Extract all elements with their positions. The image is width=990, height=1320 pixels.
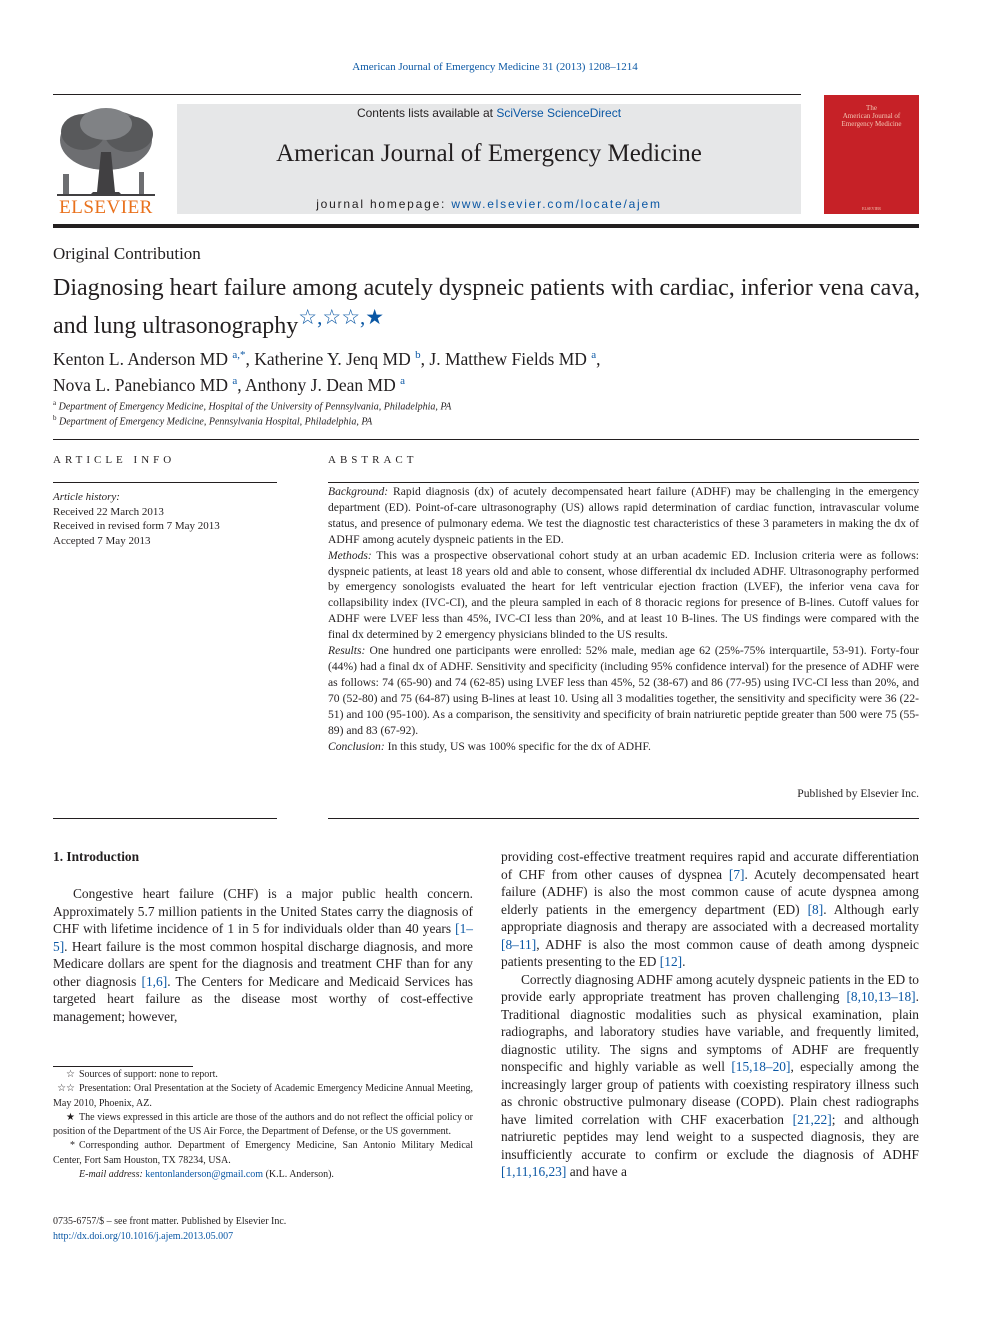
reference-link[interactable]: [12]: [659, 954, 683, 969]
abstract-text: Rapid diagnosis (dx) of acutely decompensated heart failure (ADHF) may be challenging in the emergency department (ED). Point-of-care ultrasonography (US) allows rapid determination of cardiac function, intravascular volume status, and presence of pulmonary edema. We test the diagnostic test characteristics of these 3 parameters in making the dx of ADHF among acutely dyspneic patients in the ED.: [328, 485, 919, 546]
email-suffix: (K.L. Anderson).: [263, 1169, 334, 1181]
author-name: Anthony J. Dean MD: [245, 375, 396, 395]
author-separator: ,: [420, 349, 430, 369]
body-column-right: [501, 848, 919, 1181]
body-text: . The Centers for Medicare and Medicaid Services has targeted heart failure as the disease most worthy of cost-effective management; however,: [53, 973, 473, 1024]
abstract-label: Background:: [328, 485, 389, 498]
affiliation: [53, 414, 372, 427]
header-thick-rule: [53, 224, 919, 228]
affiliation-text: Department of Emergency Medicine, Hospital of the University of Pennsylvania, Philadelphia, PA: [58, 401, 452, 413]
cover-title: [826, 104, 917, 128]
footnote-mark: *: [70, 1140, 75, 1152]
body-text: Congestive heart failure (CHF) is a major public health concern. Approximately 5.7 million patients in the United States carry the diagnosis of CHF with lifetime incidence of 1 in 5 for individuals older than 40 years: [53, 886, 473, 936]
author-name: Nova L. Panebianco MD: [53, 375, 228, 395]
email-link[interactable]: kentonlanderson@gmail.com: [145, 1169, 264, 1181]
homepage-prefix: journal homepage:: [316, 197, 452, 211]
abstract-body: [328, 484, 919, 754]
body-text: Correctly diagnosing ADHF among acutely dyspneic patients in the ED to provide early appropriate treatment has proven challenging: [501, 971, 919, 1004]
contents-line: [177, 106, 801, 120]
journal-title: American Journal of Emergency Medicine: [276, 140, 702, 167]
section-heading: 1. Introduction: [53, 849, 140, 864]
abstract-text: One hundred one participants were enrolled: 52% male, median age 62 (25%-75% interquartile, 53-91). Forty-four (44%) had a final dx of ADHF. Sensitivity and specificity (including 95% confidence interval) for the presence of ADHF were as follows: 74 (65-90) and 74 (62-85) using LVEF less than 45%, 52 (38-67) and 86 (77-95) using IVC-CI less than 20%, and 70 (52-80) and 75 (64-87) using B-lines at least 10. Using all 3 modalities together, the sensitivity and specificity were 36 (22-51) and 100 (95-100). As a comparison, the sensitivity and specificity of brain natriuretic peptide greater than 500 were 75 (55-89) and 83 (67-92).: [328, 644, 919, 737]
abstract-heading: ABSTRACT: [328, 454, 418, 466]
footnotes: [53, 1068, 473, 1182]
footnote-text: Corresponding author. Department of Emergency Medicine, San Antonio Military Medical Center, Fort Sam Houston, TX 78234, USA.: [53, 1140, 473, 1166]
author-affiliation-mark[interactable]: a: [232, 375, 238, 387]
cover-line: American Journal of: [842, 112, 901, 120]
author-affiliation-mark[interactable]: b: [415, 349, 421, 361]
affiliation: [53, 399, 451, 412]
abstract-background: [328, 484, 919, 548]
accepted-date: Accepted 7 May 2013: [53, 534, 151, 547]
divider: [328, 482, 919, 483]
reference-link[interactable]: [1,11,16,23]: [501, 1164, 567, 1179]
author-separator: ,: [596, 349, 601, 369]
article-history: [53, 490, 277, 548]
reference-link[interactable]: [8,10,13–18]: [846, 989, 916, 1004]
abstract-label: Methods:: [328, 548, 372, 562]
footnote-mark: ☆☆: [57, 1083, 75, 1095]
section-type: Original Contribution: [53, 244, 201, 263]
body-text: providing cost-effective treatment requires rapid and accurate differentiation of CHF from other causes of dyspnea: [501, 849, 919, 882]
affiliation-text: Department of Emergency Medicine, Pennsylvania Hospital, Philadelphia, PA: [59, 416, 373, 428]
body-text: . Acutely decompensated heart failure (ADHF) is also the most common cause of acute dyspnea among elderly patients in the emergency department (ED): [501, 866, 919, 917]
footnote-mark: ☆: [66, 1069, 75, 1080]
reference-link[interactable]: [8]: [807, 901, 824, 917]
author-list: [53, 344, 923, 396]
homepage-line: [177, 197, 801, 211]
cover-footer: ELSEVIER: [862, 206, 881, 211]
footnote: [53, 1111, 473, 1140]
body-text: . Heart failure is the most common hospital discharge diagnosis, and more Medicare dollars are spent for the diagnosis and treatment CHF than for any other diagnosis: [53, 938, 473, 989]
email-footnote: [53, 1168, 473, 1182]
footnote-text: The views expressed in this article are those of the authors and do not reflect the official policy or position of the Department of the US Air Force, the Department of Defense, or the US government.: [53, 1111, 473, 1138]
sciencedirect-link[interactable]: SciVerse ScienceDirect: [496, 106, 622, 120]
author-name: Katherine Y. Jenq MD: [254, 349, 411, 369]
body-text: . Traditional diagnostic modalities such as physical examination, plain radiographs, and laboratory studies have variable, and frequently limited, diagnostic utility. The signs and symptoms of ADHF are frequently nonspecific and highly variable as well: [501, 989, 919, 1074]
received-date: Received 22 March 2013: [53, 505, 164, 518]
affiliation-mark: a: [53, 399, 57, 407]
divider: [53, 439, 919, 440]
published-by: Published by Elsevier Inc.: [797, 787, 919, 800]
abstract-label: Results:: [328, 644, 366, 658]
divider: [53, 818, 277, 819]
revised-date: Received in revised form 7 May 2013: [53, 520, 220, 532]
body-text: , especially among the increasingly larger group of patients with coexisting respiratory illness such as chronic obstructive pulmonary disease (COPD). Plain chest radiographs have limited correlation with CHF exacerbation: [501, 1059, 919, 1127]
author-separator: ,: [237, 375, 246, 395]
footnote: [53, 1082, 473, 1111]
author-separator: ,: [245, 349, 255, 369]
abstract-methods: [328, 548, 919, 643]
body-text: ; and although natriuretic peptides may lend weight to a suspected diagnosis, they are insufficiently accurate to confirm or exclude the diagnosis of ADHF: [501, 1111, 919, 1162]
issn-block: [53, 1215, 286, 1244]
header-rule: [53, 94, 801, 95]
publisher-logo-text: ELSEVIER: [59, 197, 153, 218]
footnote: [53, 1139, 473, 1168]
body-text: , ADHF is also the most common cause of death among dyspneic patients presenting to the ED: [501, 936, 919, 969]
reference-link[interactable]: [7]: [728, 866, 745, 882]
footnote-text: Presentation: Oral Presentation at the Society of Academic Emergency Medicine Annual Meeting, May 2010, Phoenix, AZ.: [53, 1083, 473, 1109]
reference-link[interactable]: [1–5]: [53, 921, 473, 954]
divider: [53, 482, 277, 483]
body-column-left: [53, 885, 473, 1025]
author-name: J. Matthew Fields MD: [429, 349, 587, 369]
body-text: . Although early appropriate diagnosis and therapy are associated with a decreased mortality: [501, 901, 919, 934]
affiliation-mark: b: [53, 414, 57, 422]
article-title-text: Diagnosing heart failure among acutely dyspneic patients with cardiac, inferior vena cava, and lung ultrasonography: [53, 275, 920, 339]
body-text: .: [682, 954, 686, 969]
reference-link[interactable]: [15,18–20]: [731, 1059, 791, 1074]
history-label: Article history:: [53, 491, 120, 503]
email-label: E-mail address:: [79, 1169, 143, 1181]
author-affiliation-mark[interactable]: a: [400, 375, 405, 387]
author-name: Kenton L. Anderson MD: [53, 349, 228, 369]
homepage-link[interactable]: www.elsevier.com/locate/ajem: [451, 197, 662, 211]
abstract-conclusion: [328, 739, 919, 755]
body-paragraph: [501, 971, 919, 1181]
footnote-mark: ★: [66, 1111, 75, 1123]
footnote: [53, 1068, 473, 1082]
author-affiliation-mark[interactable]: a: [591, 349, 597, 361]
author-affiliation-mark[interactable]: a,*: [232, 349, 246, 361]
reference-link[interactable]: [1,6]: [141, 973, 168, 989]
body-paragraph: [53, 885, 473, 1025]
reference-link[interactable]: [21,22]: [792, 1111, 832, 1127]
body-text: and have a: [566, 1164, 627, 1179]
journal-citation[interactable]: American Journal of Emergency Medicine 31 (2013) 1208–1214: [352, 61, 638, 73]
contents-prefix: Contents lists available at: [356, 106, 497, 120]
cover-line: The: [866, 104, 877, 112]
cover-line: Emergency Medicine: [841, 120, 902, 128]
reference-link[interactable]: [8–11]: [501, 936, 537, 952]
body-paragraph: [501, 848, 919, 971]
doi-link[interactable]: http://dx.doi.org/10.1016/j.ajem.2013.05.007: [53, 1230, 234, 1242]
abstract-text: In this study, US was 100% specific for the dx of ADHF.: [387, 739, 651, 753]
article-title: [53, 274, 923, 341]
article-info-heading: ARTICLE INFO: [53, 454, 176, 466]
abstract-text: This was a prospective observational cohort study at an urban academic ED. Inclusion criteria were as follows: dyspneic patients, at least 18 years old and able to consent, whose differential dx included ADHF. Ultrasonography performed by emergency sonologists evaluated the heart for left ventricular ejection fraction (LVEF), the inferior vena cava for collapsibility index (IVC-CI), and the pleura sampled in each of 8 thoracic regions for presence of B-lines. Cutoff values for ADHF were LVEF less than 45%, IVC-CI less than 20%, and at least 10 B-lines. The US findings were compared with the final dx determined by 2 emergency physicians blinded to the US results.: [328, 548, 919, 642]
issn-line: 0735-6757/$ – see front matter. Published by Elsevier Inc.: [53, 1216, 287, 1227]
footnote-text: Sources of support: none to report.: [79, 1069, 218, 1080]
footnote-rule: [53, 1066, 193, 1067]
abstract-label: Conclusion:: [328, 739, 385, 753]
abstract-results: [328, 643, 919, 738]
title-footnote-marks[interactable]: ☆,☆☆,★: [298, 305, 385, 329]
divider: [328, 818, 919, 819]
